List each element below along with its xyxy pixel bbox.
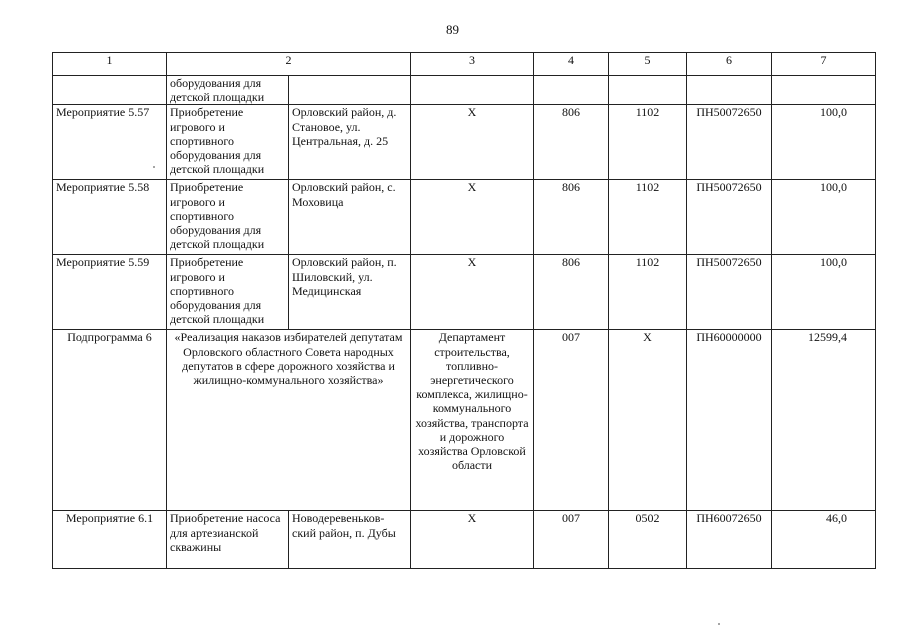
scan-speck (718, 623, 720, 625)
row-executor: Х (411, 255, 534, 330)
cont-name-cell: оборудования для детской площадки (167, 76, 289, 105)
cont-amount-cell (772, 76, 876, 105)
header-col-4: 4 (534, 53, 609, 76)
table-row (53, 255, 876, 330)
row-amount: 46,0 (772, 511, 876, 569)
cont-location-cell (289, 76, 411, 105)
subprogram-title: «Реализация наказов избирателей депутатам Орловского областного Совета народных депутатов в сфере дорожного хозяйства и жилищно-коммунального хозяйства» (167, 330, 411, 511)
row-grbs: 806 (534, 180, 609, 255)
header-col-2: 2 (167, 53, 411, 76)
row-csr: ПН60072650 (687, 511, 772, 569)
subprogram-code: Подпрограмма 6 (53, 330, 167, 511)
header-col-3: 3 (411, 53, 534, 76)
row-code: Мероприятие 5.57 (53, 105, 167, 180)
row-csr: ПН50072650 (687, 255, 772, 330)
row-rzpr: 1102 (609, 180, 687, 255)
row-rzpr: 1102 (609, 105, 687, 180)
subprogram-executor: Департамент строительства, топливно-энергетического комплекса, жилищно-коммунального хозяйства, транспорта и дорожного хозяйства Орловской области (411, 330, 534, 511)
row-code: Мероприятие 5.59 (53, 255, 167, 330)
header-row (53, 53, 876, 76)
budget-table (52, 52, 876, 569)
row-name: Приобретение насоса для артезианской скважины (167, 511, 289, 569)
header-col-5: 5 (609, 53, 687, 76)
subprogram-rzpr: Х (609, 330, 687, 511)
row-rzpr: 1102 (609, 255, 687, 330)
header-col-1: 1 (53, 53, 167, 76)
cont-rzpr-cell (609, 76, 687, 105)
row-grbs: 007 (534, 511, 609, 569)
table-row (53, 511, 876, 569)
cont-grbs-cell (534, 76, 609, 105)
continuation-row (53, 76, 876, 105)
row-amount: 100,0 (772, 105, 876, 180)
row-amount: 100,0 (772, 255, 876, 330)
subprogram-row (53, 330, 876, 511)
cont-code-cell (53, 76, 167, 105)
cont-csr-cell (687, 76, 772, 105)
row-executor: Х (411, 105, 534, 180)
row-executor: Х (411, 180, 534, 255)
table-row (53, 105, 876, 180)
row-rzpr: 0502 (609, 511, 687, 569)
header-col-6: 6 (687, 53, 772, 76)
row-grbs: 806 (534, 255, 609, 330)
row-location: Орловский район, п. Шиловский, ул. Медицинская (289, 255, 411, 330)
header-col-7: 7 (772, 53, 876, 76)
subprogram-amount: 12599,4 (772, 330, 876, 511)
subprogram-csr: ПН60000000 (687, 330, 772, 511)
subprogram-grbs: 007 (534, 330, 609, 511)
table-row (53, 180, 876, 255)
row-name: Приобретение игрового и спортивного оборудования для детской площадки (167, 255, 289, 330)
page-number: 89 (446, 22, 459, 37)
row-code: Мероприятие 6.1 (53, 511, 167, 569)
row-name: Приобретение игрового и спортивного оборудования для детской площадки (167, 105, 289, 180)
cont-executor-cell (411, 76, 534, 105)
row-location: Орловский район, с. Моховица (289, 180, 411, 255)
row-code: Мероприятие 5.58 (53, 180, 167, 255)
scan-speck (153, 166, 155, 168)
row-location: Орловский район, д. Становое, ул. Центральная, д. 25 (289, 105, 411, 180)
row-location: Новодеревеньков-ский район, п. Дубы (289, 511, 411, 569)
row-csr: ПН50072650 (687, 105, 772, 180)
row-executor: Х (411, 511, 534, 569)
row-csr: ПН50072650 (687, 180, 772, 255)
row-amount: 100,0 (772, 180, 876, 255)
row-name: Приобретение игрового и спортивного оборудования для детской площадки (167, 180, 289, 255)
row-grbs: 806 (534, 105, 609, 180)
